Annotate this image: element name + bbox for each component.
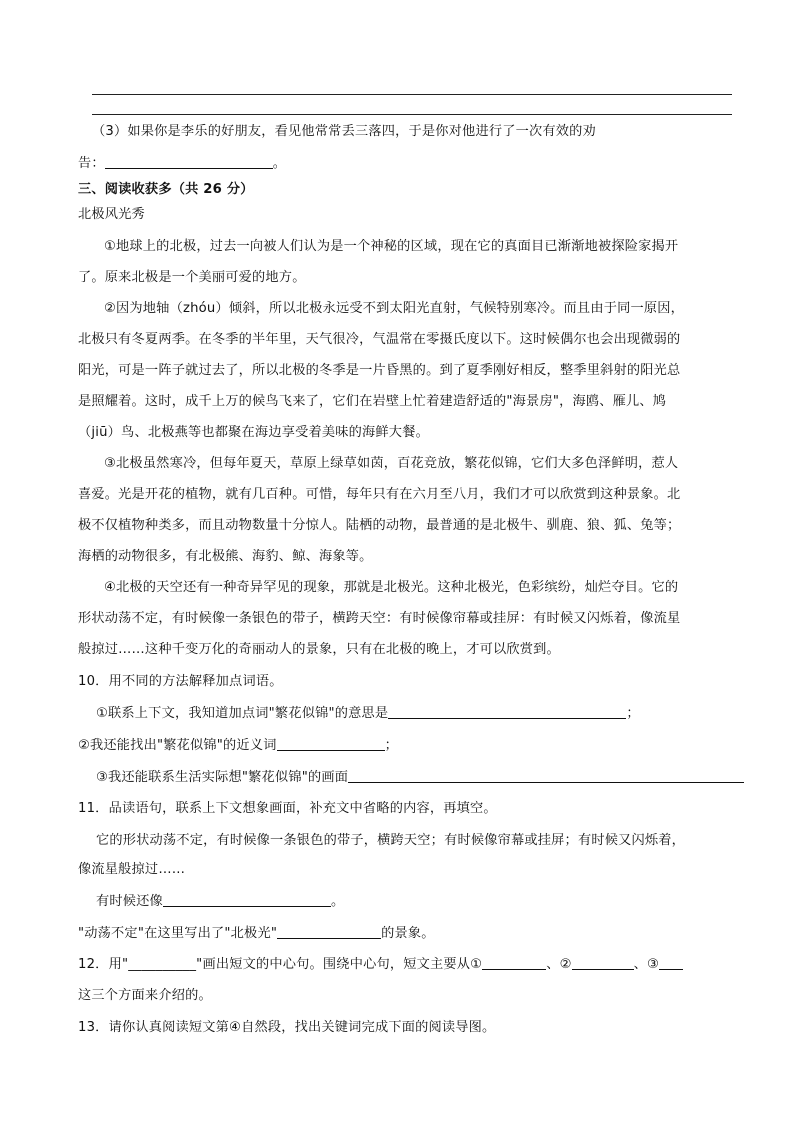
question-12-continuation: 这三个方面来介绍的。 — [78, 988, 212, 1003]
passage-line: 阳光，可是一阵子就过去了，所以北极的冬季是一片昏黑的。到了夏季刚好相反，整季里斜射的阳光总 — [78, 363, 681, 378]
q11-fill-blank[interactable] — [163, 893, 331, 907]
section-heading: 三、阅读收获多（共 26 分） — [78, 182, 254, 197]
q12-blank-1[interactable] — [482, 956, 546, 970]
q3-answer-blank[interactable] — [105, 155, 273, 169]
passage-line: （jiū）鸟、北极燕等也都聚在海边享受着美味的海鲜大餐。 — [78, 425, 429, 440]
passage-line: 形状动荡不定，有时候像一条银色的带子，横跨天空：有时候像帘幕或挂屏：有时候又闪烁着，像流星 — [78, 611, 681, 626]
passage-line: 北极只有冬夏两季。在冬季的半年里，天气很冷，气温常在零摄氏度以下。这时候偶尔也会出现微弱的 — [78, 332, 681, 347]
question-3: （3）如果你是李乐的好朋友，看见他常常丢三落四，于是你对他进行了一次有效的劝 — [92, 124, 596, 139]
passage-line: 了。原来北极是一个美丽可爱的地方。 — [78, 270, 306, 285]
passage-line: 般掠过……这种千变万化的奇丽动人的景象，只有在北极的晚上，才可以欣赏到。 — [78, 642, 560, 657]
question-10-b: ②我还能找出"繁花似锦"的近义词 ； — [78, 738, 398, 753]
passage-line: ②因为地轴（zhóu）倾斜，所以北极永远受不到太阳光直射，气候特别寒冷。而且由于同一原因， — [104, 301, 685, 316]
question-11-fill: 有时候还像 。 — [96, 894, 345, 909]
question-10-a: ①联系上下文，我知道加点词"繁花似锦"的意思是 ； — [96, 706, 640, 721]
passage-line: ③北极虽然寒冷，但每年夏天，草原上绿草如茵，百花竞放，繁花似锦，它们大多色泽鲜明，惹人 — [104, 456, 679, 471]
question-12: 12．用"__________"画出短文的中心句。围绕中心句，短文主要从① 、② 、③ — [78, 956, 683, 974]
question-11-b: "动荡不定"在这里写出了"北极光" 的景象。 — [78, 926, 435, 941]
passage-line: 喜爱。光是开花的植物，就有几百种。可惜，每年只有在六月至八月，我们才可以欣赏到这种景象。北 — [78, 487, 681, 502]
question-11-stem: 11．品读语句，联系上下文想象画面，补充文中省略的内容，再填空。 — [78, 801, 497, 816]
question-10-c: ③我还能联系生活实际想"繁花似锦"的画面 — [96, 769, 744, 787]
q10a-answer-blank[interactable] — [388, 705, 626, 719]
answer-line-1 — [92, 94, 732, 95]
question-11-quote: 像流星般掠过…… — [78, 862, 186, 877]
q10c-answer-blank[interactable] — [348, 769, 744, 783]
passage-title: 北极风光秀 — [78, 207, 145, 222]
passage-line: ①地球上的北极，过去一向被人们认为是一个神秘的区域，现在它的真面目已渐渐地被探险家揭开 — [104, 239, 679, 254]
question-10-stem: 10．用不同的方法解释加点词语。 — [78, 674, 283, 689]
q12-blank-2[interactable] — [572, 956, 634, 970]
q12-blank-3[interactable] — [659, 956, 683, 970]
question-11-quote: 它的形状动荡不定，有时候像一条银色的带子，横跨天空；有时候像帘幕或挂屏；有时候又闪烁着， — [96, 833, 686, 848]
q11b-answer-blank[interactable] — [277, 925, 381, 939]
underline-mark-sample: __________ — [128, 957, 197, 972]
passage-line: ④北极的天空还有一种奇异罕见的现象，那就是北极光。这种北极光，色彩缤纷，灿烂夺目。它的 — [104, 580, 679, 595]
passage-line: 是照耀着。这时，成千上万的候鸟飞来了，它们在岩壁上忙着建造舒适的"海景房"，海鸥、雁儿、鸠 — [78, 394, 667, 409]
passage-line: 极不仅植物种类多，而且动物数量十分惊人。陆栖的动物，最普通的是北极牛、驯鹿、狼、狐、兔等； — [78, 518, 681, 533]
question-3-continuation: 告： 。 — [78, 156, 287, 171]
passage-line: 海栖的动物很多，有北极熊、海豹、鲸、海象等。 — [78, 549, 373, 564]
q10b-answer-blank[interactable] — [277, 737, 385, 751]
answer-line-2 — [92, 114, 732, 115]
question-13-stem: 13．请你认真阅读短文第④自然段，找出关键词完成下面的阅读导图。 — [78, 1020, 496, 1035]
